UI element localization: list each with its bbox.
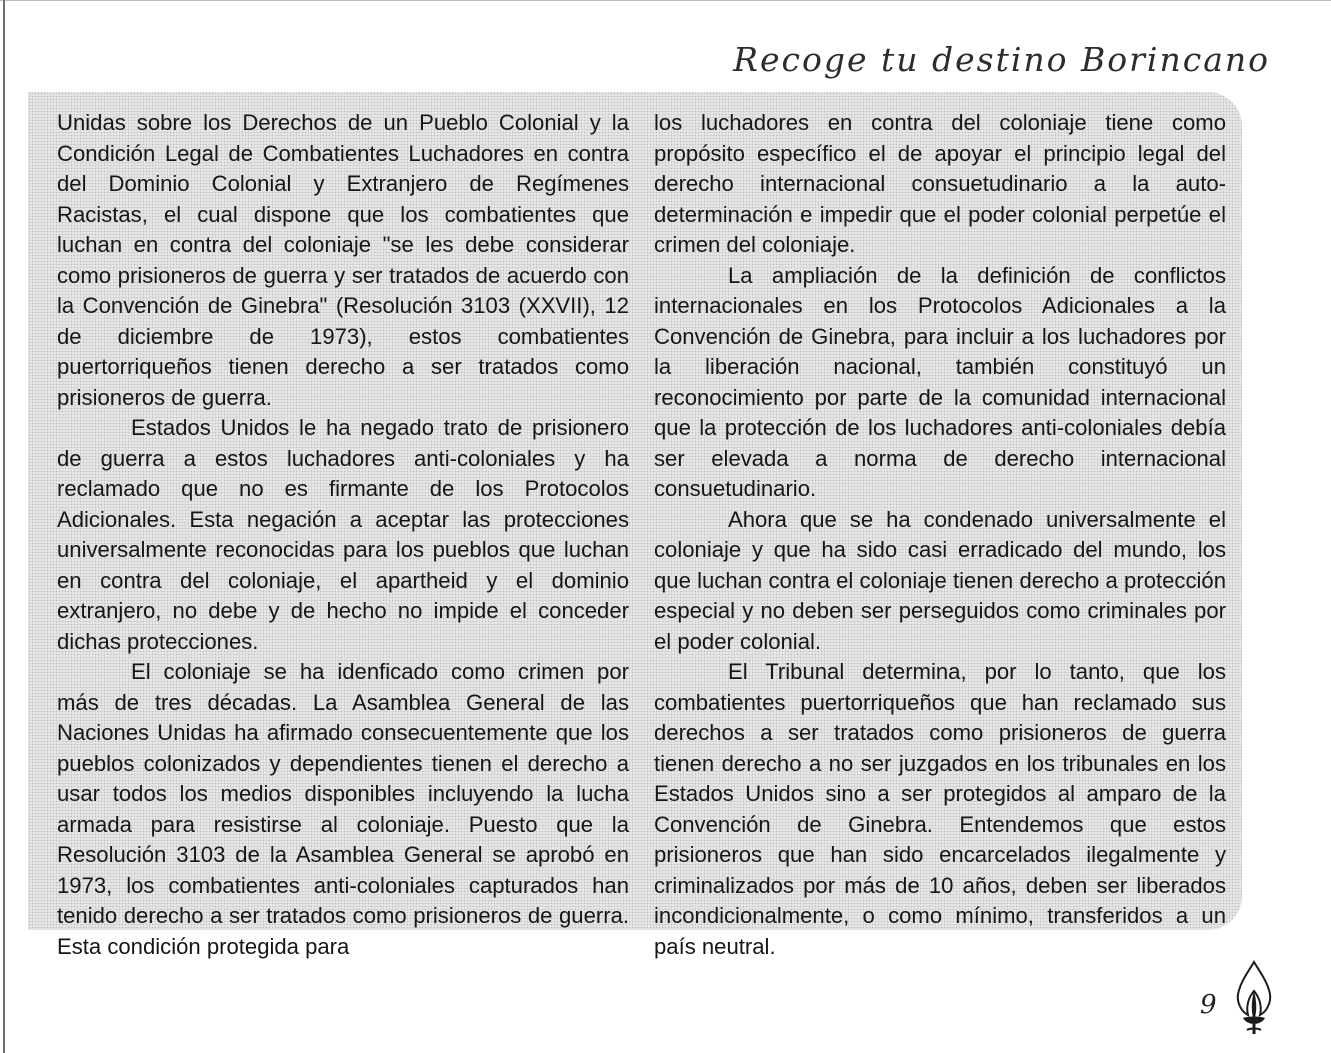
left-paragraph-1: Unidas sobre los Derechos de un Pueblo Colonial y la Condición Legal de Combatientes Luchadores en contra del Dominio Colonial y Extranjero de Regímenes Racistas, el cual dispone que los combatientes que luchan en contra del coloniaje "se les debe considerar como prisioneros de guerra y ser tratados de acuerdo con la Convención de Ginebra" (Resolución 3103 (XXVII), 12 de diciembre de 1973), estos combatientes puertorriqueños tienen derecho a ser tratados como prisioneros de guerra. [57,110,629,410]
page-binding-edge [3,0,5,1053]
right-paragraph-4: El Tribunal determina, por lo tanto, que los combatientes puertorriqueños que han reclamado sus derechos a ser tratados como prisioneros de guerra tienen derecho a no ser juzgados en los tribunales en los Estados Unidos sino a ser protegidos al amparo de la Convención de Ginebra. Entendemos que estos prisioneros que han sido encarcelados ilegalmente y criminalizados por más de 10 años, deben ser liberados incondicionalmente, o como mínimo, transferidos a un país neutral. [654,659,1226,959]
right-paragraph-3: Ahora que se ha condenado universalmente el coloniaje y que ha sido casi erradicado del mundo, los que luchan contra el coloniaje tienen derecho a protección especial y no deben ser perseguidos como criminales por el poder colonial. [654,506,1226,654]
page-top-edge [0,0,1331,1]
left-paragraph-2: Estados Unidos le ha negado trato de prisionero de guerra a estos luchadores anti-coloniales y ha reclamado que no es firmante de los Protocolos Adicionales. Esta negación a aceptar las protecciones universalmente reconocidas para los pueblos que luchan en contra del coloniaje, el apartheid y el dominio extranjero, no debe y de hecho no impide el conceder dichas protecciones. [57,415,629,654]
running-header-title: Recoge tu destino Borincano [733,40,1270,79]
left-text-column [57,108,629,962]
right-paragraph-2: La ampliación de la definición de conflictos internacionales en los Protocolos Adicionales a la Convención de Ginebra, para incluir a los luchadores por la liberación nacional, también constituyó un reconocimiento por parte de la comunidad internacional que la protección de los luchadores anti-coloniales debía ser elevada a norma de derecho internacional consuetudinario. [654,262,1226,501]
right-paragraph-1: los luchadores en contra del coloniaje tiene como propósito específico el de apoyar el principio legal del derecho internacional consuetudinario a la auto-determinación e impedir que el poder colonial perpetúe el crimen del coloniaje. [654,110,1226,257]
left-paragraph-3: El coloniaje se ha idenficado como crimen por más de tres décadas. La Asamblea General de las Naciones Unidas ha afirmado consecuentemente que los pueblos colonizados y dependientes tienen el derecho a usar todos los medios disponibles incluyendo la lucha armada para resistirse al coloniaje. Puesto que la Resolución 3103 de la Asamblea General se aprobó en 1973, los combatientes anti-coloniales capturados han tenido derecho a ser tratados como prisioneros de guerra. Esta condición protegida para [57,659,629,959]
amapola-flower-icon [1230,958,1278,1038]
right-text-column [654,108,1226,962]
page-number: 9 [1200,990,1217,1020]
